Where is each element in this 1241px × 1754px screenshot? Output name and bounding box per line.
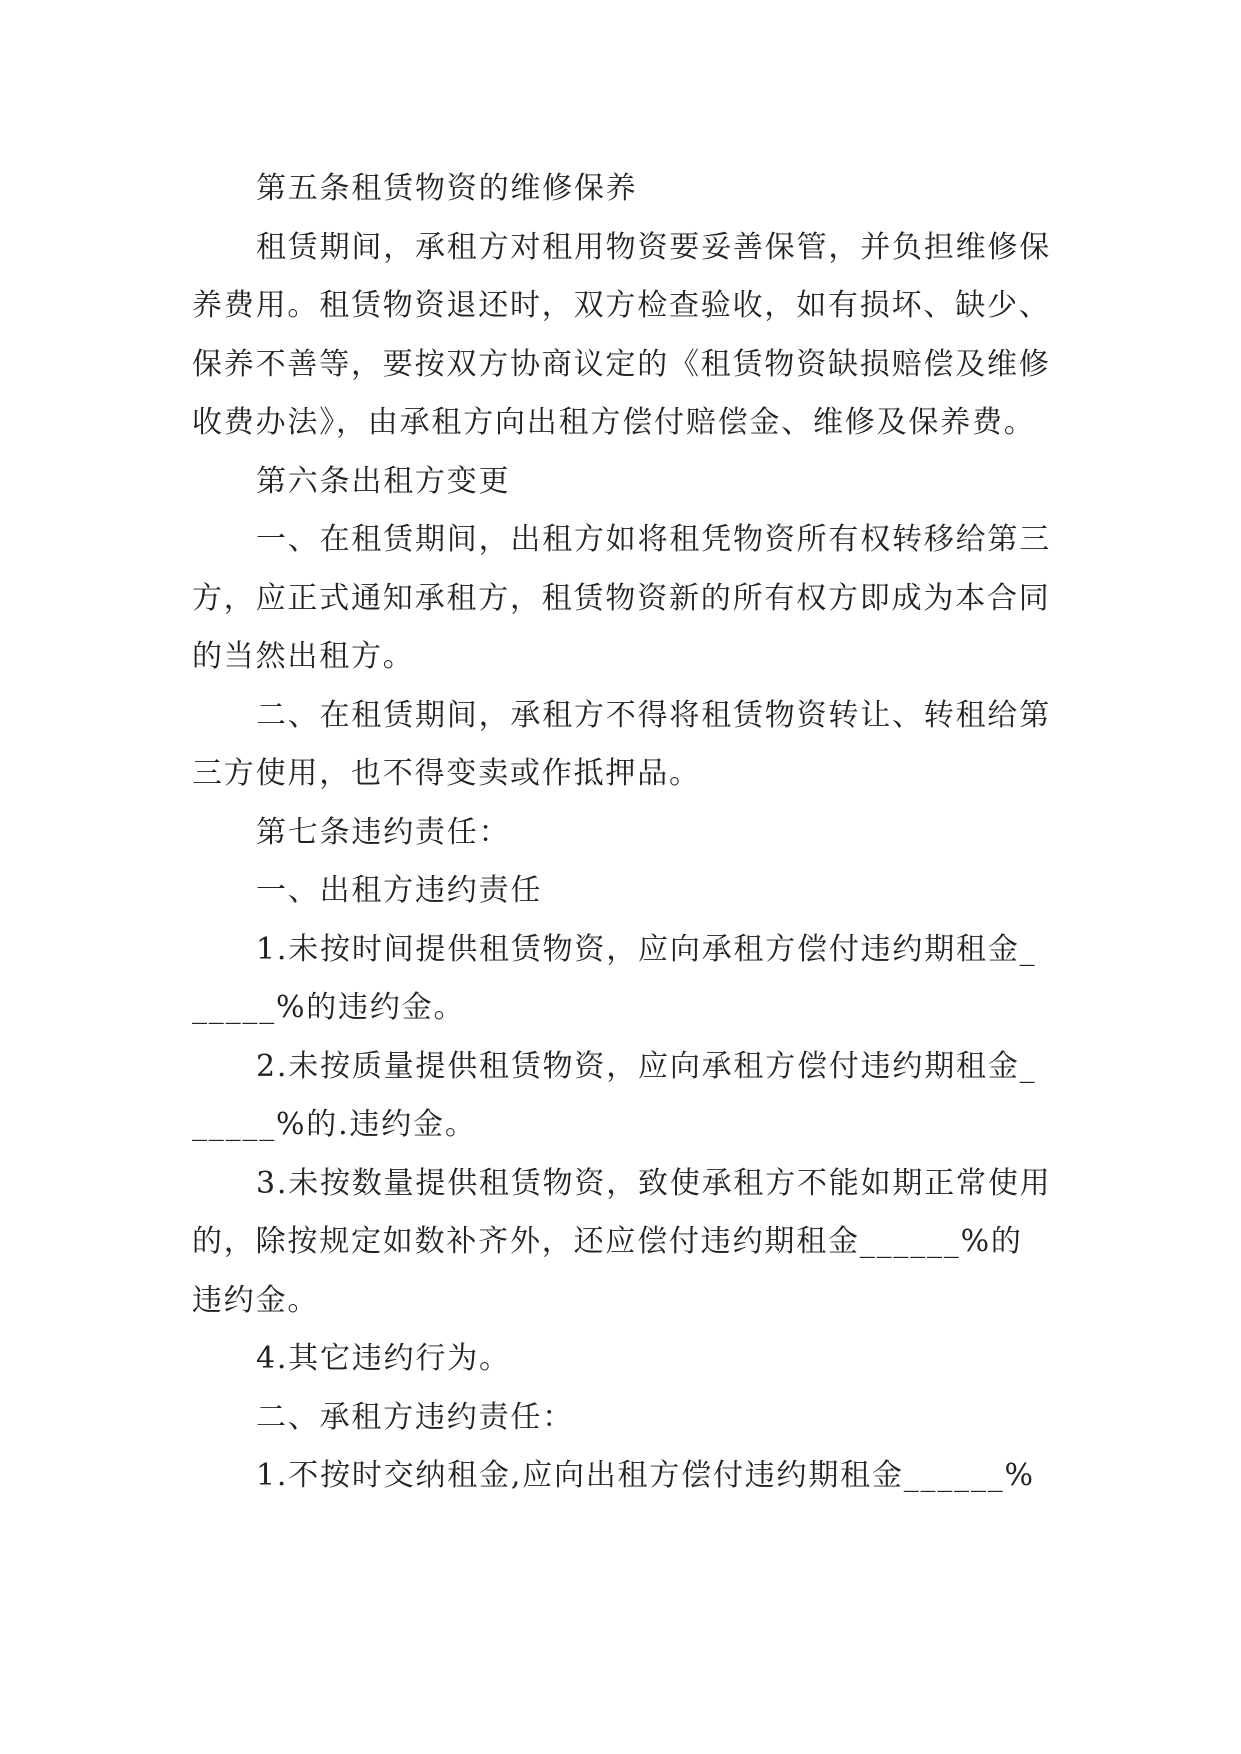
paragraph-lessor-change-2: 二、在租赁期间，承租方不得将租赁物资转让、转租给第三方使用，也不得变卖或作抵押品。 [192,697,1051,791]
paragraph-maintenance: 租赁期间，承租方对租用物资要妥善保管，并负担维修保养费用。租赁物资退还时，双方检查验收，如有损坏、缺少、保养不善等，要按双方协商议定的《租赁物资缺损赔偿及维修收费办法》，由承租方向出租方偿付赔偿金、维修及保养费。 [192,229,1051,440]
section-heading-article-7: 第七条违约责任： [256,814,511,850]
document-body [192,160,1052,1506]
list-item-lessor-4: 4.其它违约行为。 [256,1341,511,1376]
list-item-lessor-2: 2.未按质量提供租赁物资，应向承租方偿付违约期租金______%的.违约金。 [192,1048,1037,1142]
section-heading-article-6: 第六条出租方变更 [256,463,511,499]
list-item-lessor-1: 1.未按时间提供租赁物资，应向承租方偿付违约期租金______%的违约金。 [192,931,1037,1025]
subheading-lessee-liability: 二、承租方违约责任： [256,1399,574,1435]
paragraph-lessor-change-1: 一、在租赁期间，出租方如将租凭物资所有权转移给第三方，应正式通知承租方，租赁物资新的所有权方即成为本合同的当然出租方。 [192,522,1051,674]
section-heading-article-5: 第五条租赁物资的维修保养 [256,171,638,206]
list-item-lessor-3: 3.未按数量提供租赁物资，致使承租方不能如期正常使用的，除按规定如数补齐外，还应偿付违约期租金______%的违约金。 [192,1165,1052,1318]
subheading-lessor-liability: 一、出租方违约责任 [256,873,543,908]
list-item-lessee-1: 1.不按时交纳租金,应向出租方偿付违约期租金______% [256,1458,1035,1493]
